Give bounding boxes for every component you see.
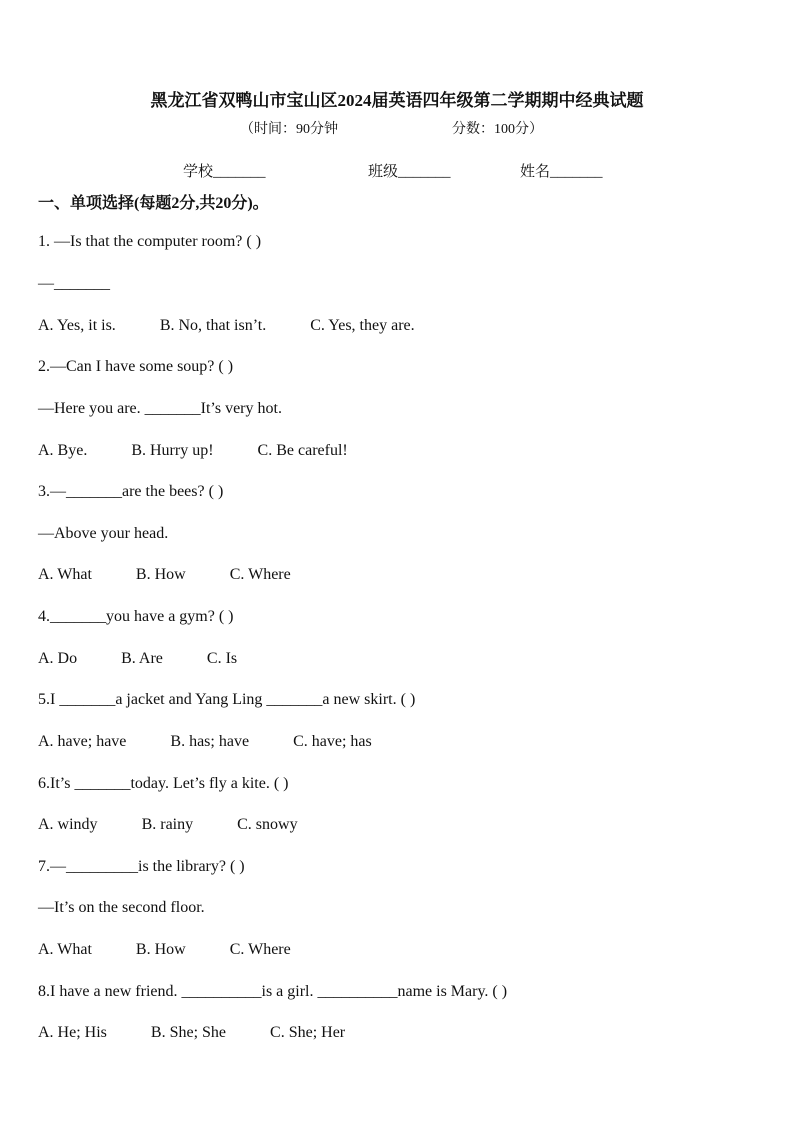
question-8-options: [38, 1024, 389, 1042]
question-3-answer: —Above your head.: [38, 525, 169, 542]
option-c: C. have; has: [293, 733, 372, 750]
option-b: B. How: [135, 566, 186, 583]
question-7-stem: 7.—_________is the library? ( ): [38, 858, 245, 875]
question-6-stem: 6.It’s _______today. Let’s fly a kite. ( ): [38, 775, 289, 792]
option-a: A. have; have: [38, 733, 127, 750]
option-c: C. She; Her: [270, 1024, 346, 1041]
question-8-stem: 8.I have a new friend. __________is a girl. __________name is Mary. ( ): [38, 983, 508, 1000]
option-b: B. No, that isn’t.: [159, 317, 267, 334]
question-4-options: [38, 650, 281, 668]
question-7-options: [38, 941, 335, 959]
option-b: B. has; have: [170, 733, 250, 750]
question-5-options: [38, 733, 416, 751]
option-b: B. She; She: [150, 1024, 227, 1041]
question-3-options: [38, 566, 335, 584]
question-1-options: [38, 317, 459, 335]
option-c: C. Yes, they are.: [310, 317, 415, 334]
class-field: 班级_______: [368, 164, 451, 180]
school-field: 学校_______: [183, 164, 266, 180]
option-a: A. Bye.: [38, 442, 88, 459]
option-a: A. Do: [38, 650, 78, 667]
question-1-stem: 1. —Is that the computer room? ( ): [38, 233, 262, 250]
question-5-stem: 5.I _______a jacket and Yang Ling _______a new skirt. ( ): [38, 691, 416, 708]
option-b: B. rainy: [141, 816, 194, 833]
question-7-answer: —It’s on the second floor.: [38, 899, 205, 916]
exam-score: 分数：100分）: [452, 122, 543, 137]
question-2-options: [38, 442, 392, 460]
question-1-answer: —_______: [38, 275, 110, 292]
option-b: B. Are: [121, 650, 163, 667]
question-3-stem: 3.—_______are the bees? ( ): [38, 483, 224, 500]
exam-title: 黑龙江省双鸭山市宝山区2024届英语四年级第二学期期中经典试题: [150, 91, 644, 110]
option-a: A. windy: [38, 816, 98, 833]
exam-time: （时间：90分钟: [240, 122, 338, 137]
question-4-stem: 4._______you have a gym? ( ): [38, 608, 234, 625]
option-c: C. snowy: [237, 816, 298, 833]
option-a: A. He; His: [38, 1024, 107, 1041]
option-b: B. How: [135, 941, 186, 958]
question-2-answer: —Here you are. _______It’s very hot.: [38, 400, 282, 417]
question-6-options: [38, 816, 342, 834]
option-c: C. Be careful!: [257, 442, 348, 459]
option-a: A. Yes, it is.: [38, 317, 116, 334]
option-c: C. Is: [206, 650, 238, 667]
option-a: A. What: [38, 566, 92, 583]
option-b: B. Hurry up!: [131, 442, 214, 459]
option-a: A. What: [38, 941, 92, 958]
option-c: C. Where: [229, 941, 291, 958]
option-c: C. Where: [229, 566, 291, 583]
section-heading: 一、单项选择(每题2分,共20分)。: [38, 195, 269, 212]
name-field: 姓名_______: [520, 164, 603, 180]
question-2-stem: 2.—Can I have some soup? ( ): [38, 358, 234, 375]
